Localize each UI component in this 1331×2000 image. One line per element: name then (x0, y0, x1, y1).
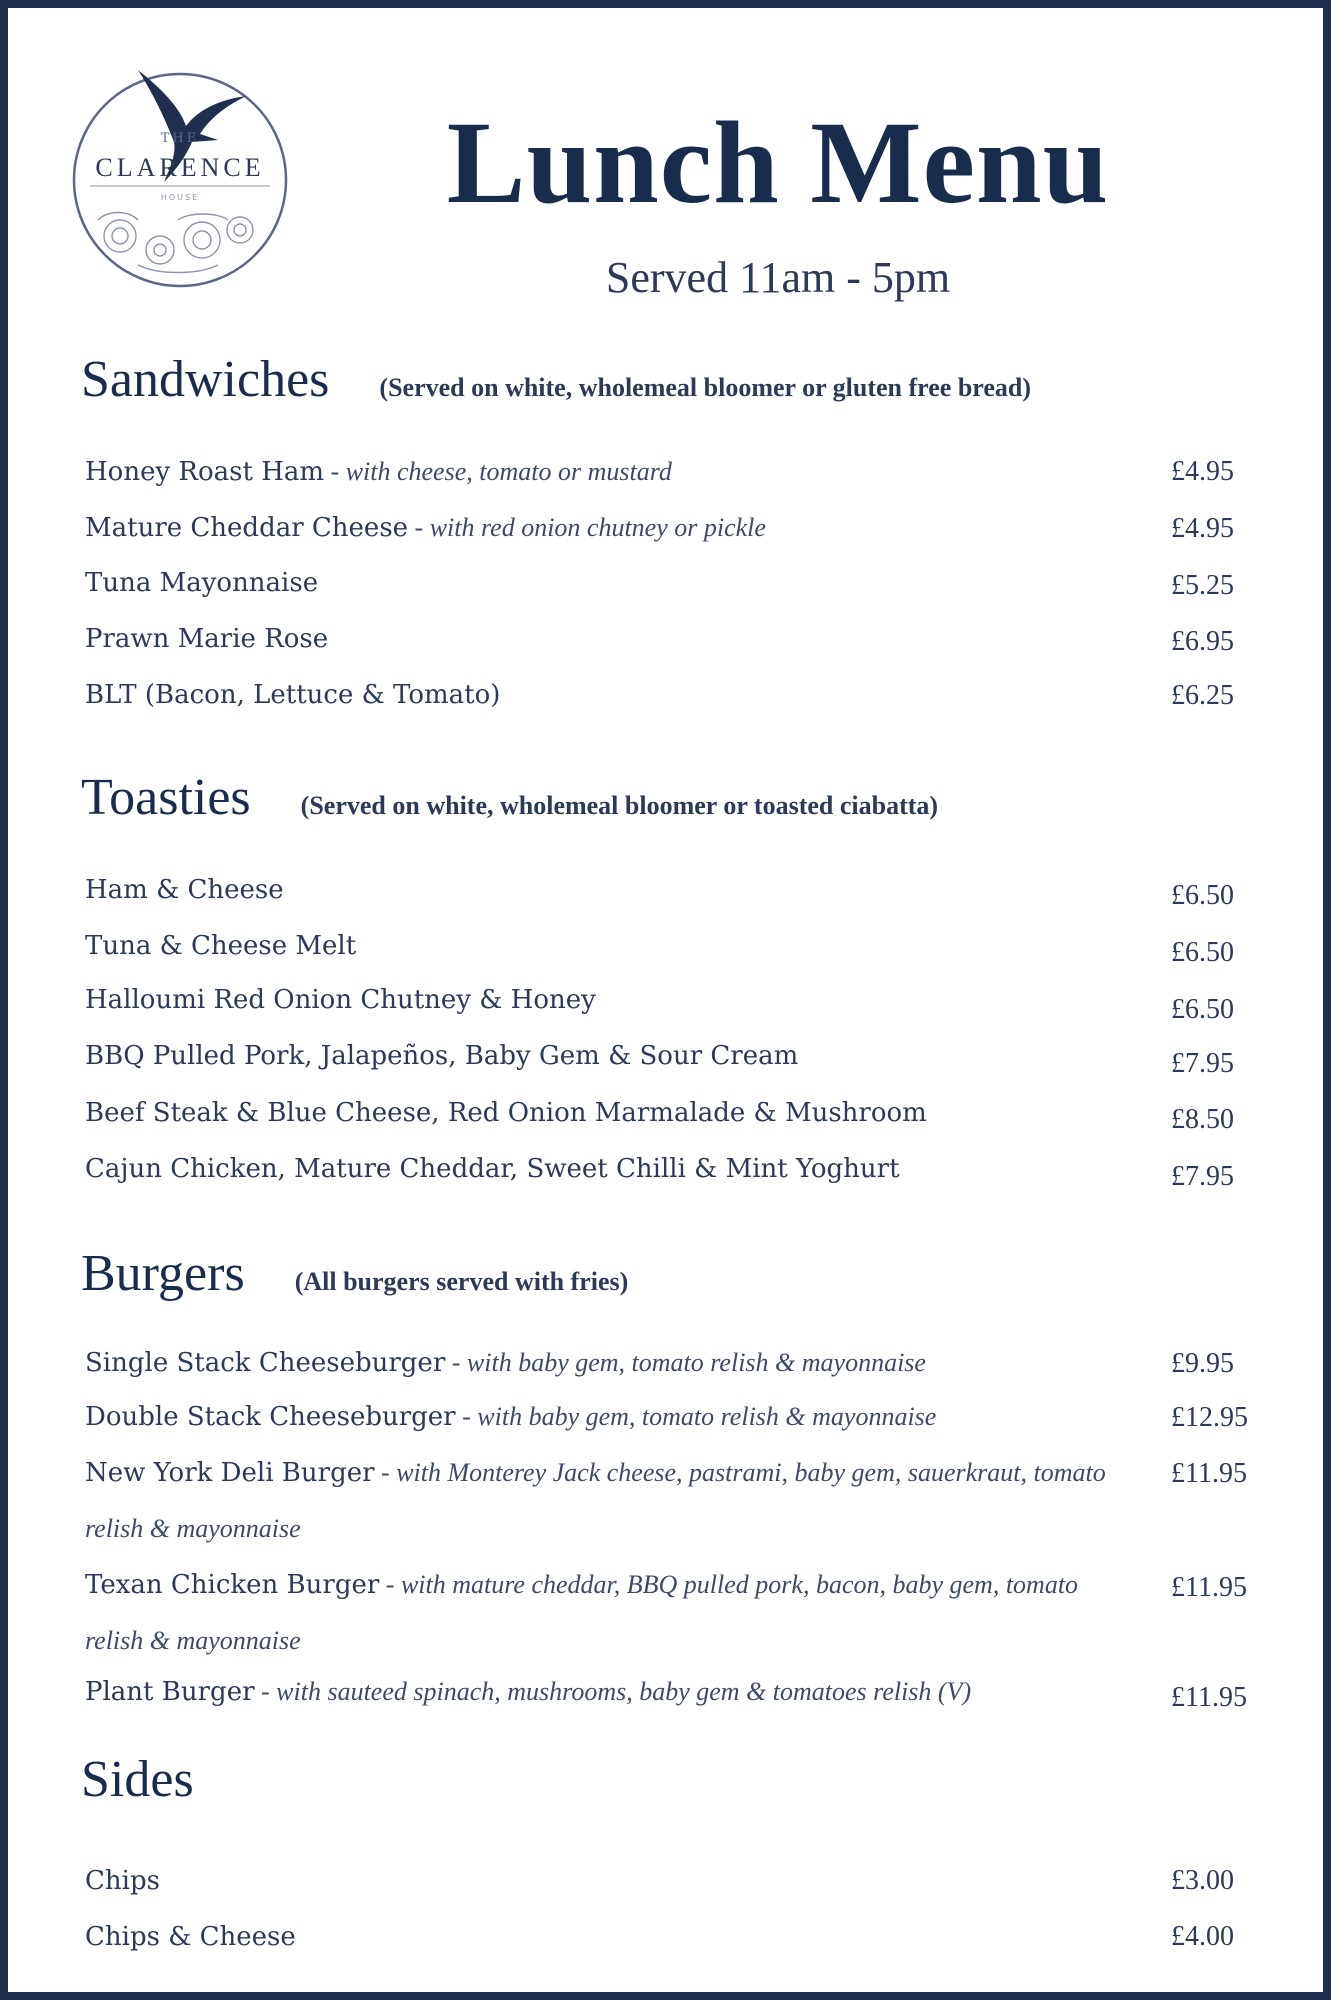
item-description: - with baby gem, tomato relish & mayonnaise (455, 1402, 937, 1431)
menu-item (85, 1085, 927, 1141)
item-name: New York Deli Burger (85, 1458, 375, 1488)
item-description: - with sauteed spinach, mushrooms, baby gem & tomatoes relish (V) (254, 1677, 972, 1706)
item-name: Halloumi Red Onion Chutney & Honey (85, 985, 596, 1015)
item-name: Honey Roast Ham (85, 457, 325, 487)
page-title: Lunch Menu (446, 97, 1110, 228)
menu-item (85, 1389, 936, 1445)
item-name: Ham & Cheese (85, 875, 284, 905)
section-title: Sides (81, 1751, 194, 1808)
item-name: Chips (85, 1866, 160, 1896)
item-name: Double Stack Cheeseburger (85, 1402, 456, 1432)
item-price: £7.95 (1171, 1048, 1234, 1079)
item-price: £8.50 (1171, 1104, 1234, 1135)
menu-item (85, 1909, 296, 1965)
section-header-burgers (81, 1244, 628, 1304)
item-name: Tuna Mayonnaise (85, 568, 319, 598)
item-price: £6.95 (1171, 626, 1234, 657)
item-price: £4.95 (1171, 513, 1234, 544)
rose-decoration (98, 213, 253, 273)
section-header-sides (81, 1750, 194, 1810)
menu-item (85, 1664, 971, 1720)
menu-item (85, 918, 356, 974)
item-price: £6.50 (1171, 994, 1234, 1025)
svg-text:CLARENCE: CLARENCE (95, 153, 265, 182)
section-title: Sandwiches (81, 351, 330, 408)
item-price: £5.25 (1171, 570, 1234, 601)
item-name: BLT (Bacon, Lettuce & Tomato) (85, 680, 501, 710)
item-price: £11.95 (1171, 1572, 1247, 1603)
menu-item (85, 972, 596, 1028)
item-name: BBQ Pulled Pork, Jalapeños, Baby Gem & Sour Cream (85, 1041, 799, 1071)
item-price: £4.95 (1171, 456, 1234, 487)
menu-item (85, 1557, 1125, 1669)
section-title: Burgers (81, 1245, 245, 1302)
clarence-logo (68, 60, 296, 296)
menu-item (85, 1028, 798, 1084)
item-price: £4.00 (1171, 1921, 1234, 1952)
section-note: (Served on white, wholemeal bloomer or gluten free bread) (379, 373, 1032, 402)
item-price: £11.95 (1171, 1458, 1247, 1489)
menu-item (85, 555, 318, 611)
item-price: £6.25 (1171, 680, 1234, 711)
item-name: Chips & Cheese (85, 1922, 296, 1952)
item-name: Plant Burger (85, 1677, 255, 1707)
item-name: Prawn Marie Rose (85, 624, 329, 654)
item-name: Tuna & Cheese Melt (85, 931, 357, 961)
section-note: (Served on white, wholemeal bloomer or toasted ciabatta) (300, 791, 939, 820)
item-price: £12.95 (1171, 1402, 1248, 1433)
menu-item (85, 1141, 900, 1197)
item-name: Beef Steak & Blue Cheese, Red Onion Marmalade & Mushroom (85, 1098, 927, 1128)
item-price: £6.50 (1171, 937, 1234, 968)
item-price: £9.95 (1171, 1348, 1234, 1379)
item-description: - with red onion chutney or pickle (408, 513, 766, 542)
menu-item (85, 667, 500, 723)
serving-hours: Served 11am - 5pm (605, 253, 951, 302)
menu-item (85, 1445, 1125, 1557)
item-price: £11.95 (1171, 1682, 1247, 1713)
section-header-toasties (81, 768, 938, 828)
item-description: - with baby gem, tomato relish & mayonnaise (445, 1348, 926, 1377)
item-name: Mature Cheddar Cheese (85, 513, 409, 543)
item-description: - with mature cheddar, BBQ pulled pork, bacon, baby gem, tomato relish & mayonnaise (85, 1570, 1079, 1655)
item-price: £6.50 (1171, 880, 1234, 911)
menu-item (85, 1853, 160, 1909)
item-name: Cajun Chicken, Mature Cheddar, Sweet Chilli & Mint Yoghurt (85, 1154, 900, 1184)
menu-item (85, 1335, 926, 1391)
section-header-sandwiches (81, 350, 1031, 410)
item-price: £3.00 (1171, 1865, 1234, 1896)
item-name: Single Stack Cheeseburger (85, 1348, 446, 1378)
menu-item (85, 611, 328, 667)
item-description: - with Monterey Jack cheese, pastrami, baby gem, sauerkraut, tomato relish & mayonnaise (85, 1458, 1106, 1543)
svg-text:HOUSE: HOUSE (160, 193, 200, 202)
item-description: - with cheese, tomato or mustard (324, 457, 672, 486)
menu-item (85, 862, 284, 918)
menu-item (85, 444, 672, 500)
item-price: £7.95 (1171, 1161, 1234, 1192)
svg-text:THE: THE (160, 131, 200, 146)
section-title: Toasties (81, 769, 251, 826)
item-name: Texan Chicken Burger (85, 1570, 380, 1600)
section-note: (All burgers served with fries) (294, 1267, 629, 1296)
menu-item (85, 500, 766, 556)
